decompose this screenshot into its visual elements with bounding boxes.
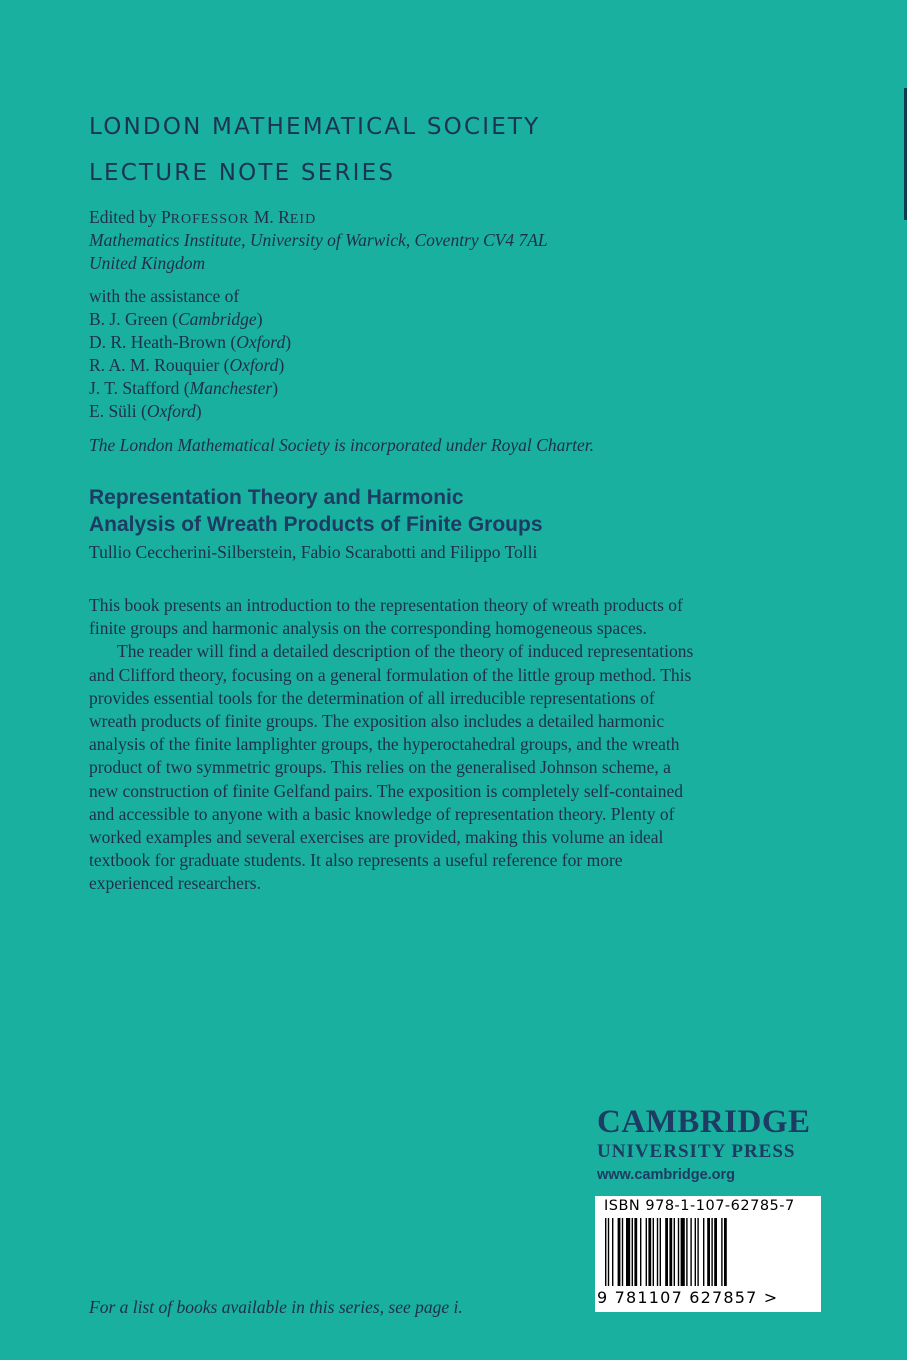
book-authors: Tullio Ceccherini-Silberstein, Fabio Scarabotti and Filippo Tolli	[89, 542, 538, 562]
assistant-item: R. A. M. Rouquier (Oxford)	[89, 355, 285, 375]
assistance-heading: with the assistance of	[89, 286, 240, 306]
series-subtitle: LECTURE NOTE SERIES	[89, 160, 396, 186]
editor-prefix: Edited by	[89, 207, 161, 227]
publisher-press: UNIVERSITY PRESS	[597, 1141, 796, 1162]
editor-line	[89, 207, 316, 228]
publisher-url: www.cambridge.org	[597, 1167, 736, 1183]
book-title-line1: Representation Theory and Harmonic	[89, 486, 464, 509]
editor-title-rest: ROFESSOR	[170, 212, 250, 227]
assistant-item: B. J. Green (Cambridge)	[89, 309, 263, 329]
description-paragraph: The reader will find a detailed description of the theory of induced representations and Clifford theory, focusing on a general formulation of the little group method. This provides essential tools for the determination of all irreducible representations of wreath products of finite groups. The exposition also includes a detailed harmonic analysis of the finite lamplighter groups, the hyperoctahedral groups, and the wreath product of two symmetric groups. This relies on the generalised Johnson scheme, a new construction of finite Gelfand pairs. The exposition is completely self-contained and accessible to anyone with a basic knowledge of representation theory. Plenty of worked examples and several exercises are provided, making this volume an ideal textbook for graduate students. It also represents a useful reference for more experienced researchers.	[89, 641, 694, 894]
book-description	[89, 594, 699, 896]
editor-affiliation: Mathematics Institute, University of Warwick, Coventry CV4 7AL	[89, 230, 548, 250]
editor-title-initial: P	[160, 207, 171, 227]
editor-surname-rest: EID	[289, 212, 317, 227]
editor-surname-initial: R	[278, 207, 290, 227]
book-title	[89, 484, 543, 538]
assistant-item: E. Süli (Oxford)	[89, 401, 202, 421]
description-paragraph: This book presents an introduction to the representation theory of wreath products of finite groups and harmonic analysis on the corresponding homogeneous spaces.	[89, 595, 683, 639]
assistant-item: J. T. Stafford (Manchester)	[89, 378, 279, 398]
barcode-bars	[605, 1218, 795, 1286]
barcode-digits: 9 781107 627857 >	[597, 1288, 779, 1307]
isbn-number: ISBN 978-1-107-62785-7	[604, 1198, 795, 1214]
editor-country: United Kingdom	[89, 253, 206, 273]
book-title-line2: Analysis of Wreath Products of Finite Groups	[89, 513, 543, 536]
isbn-barcode	[595, 1196, 821, 1312]
series-list-note: For a list of books available in this series, see page i.	[89, 1297, 463, 1317]
charter-statement: The London Mathematical Society is incorporated under Royal Charter.	[89, 435, 595, 455]
series-name: LONDON MATHEMATICAL SOCIETY	[89, 114, 541, 140]
editor-initial: M.	[249, 207, 279, 227]
publisher-name: CAMBRIDGE	[597, 1104, 811, 1140]
publisher-logo	[597, 1104, 823, 1186]
assistant-item: D. R. Heath-Brown (Oxford)	[89, 332, 292, 352]
